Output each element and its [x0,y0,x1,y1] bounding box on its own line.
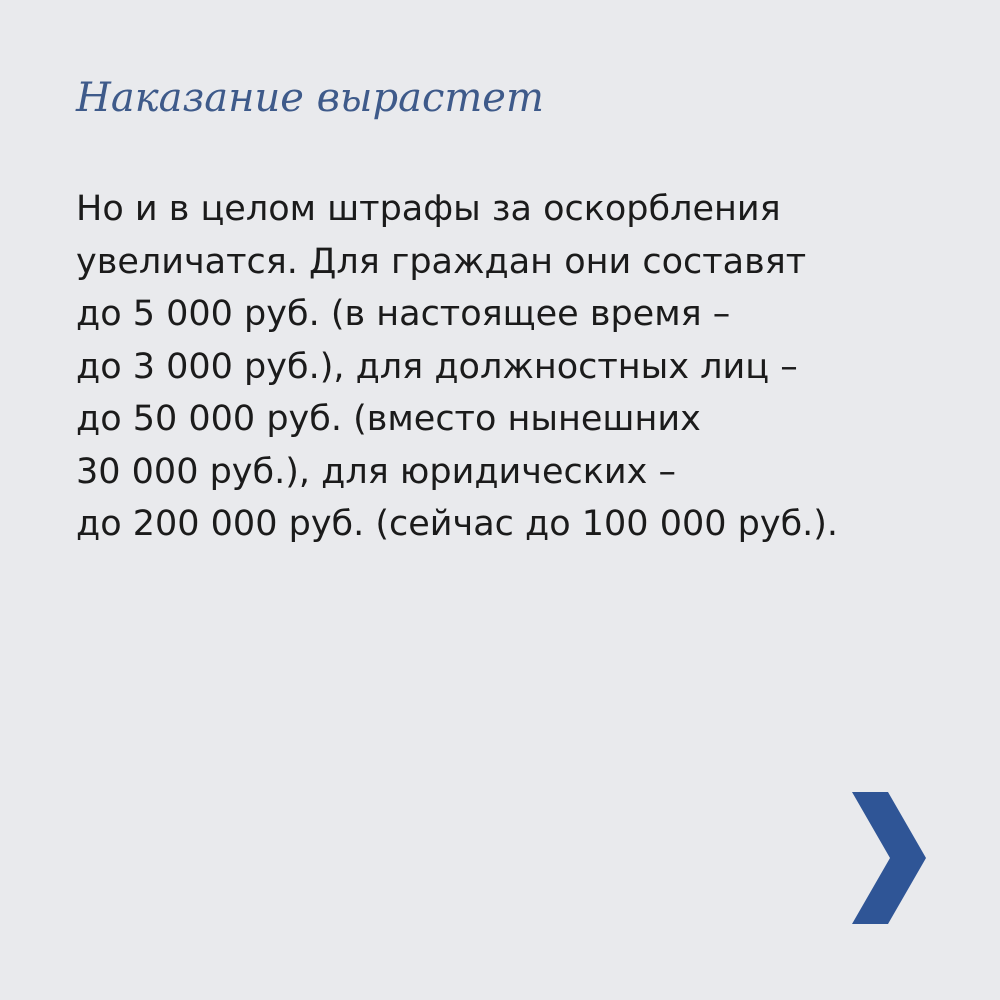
chevron-right-icon [848,788,928,928]
body-line: увеличатся. Для граждан они составят [76,241,807,282]
body-line: до 3 000 руб.), для должностных лиц – [76,346,798,387]
body-line: до 5 000 руб. (в настоящее время – [76,294,731,334]
body-line: Но и в целом штрафы за оскорбления [76,189,781,229]
slide-heading: Наказание вырастет [76,75,544,121]
body-line: до 50 000 руб. (вместо нынешних [76,399,701,439]
body-line: до 200 000 руб. (сейчас до 100 000 руб.). [76,504,839,544]
next-slide-button[interactable] [848,788,928,928]
slide-body [76,183,956,551]
body-line: 30 000 руб.), для юридических – [76,451,676,492]
